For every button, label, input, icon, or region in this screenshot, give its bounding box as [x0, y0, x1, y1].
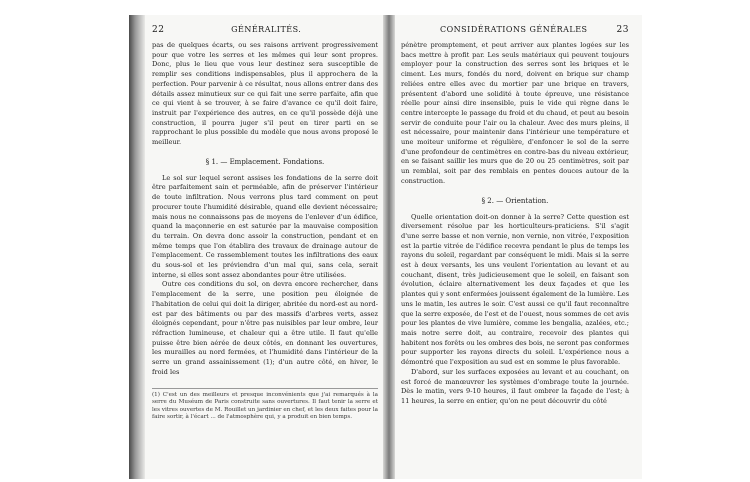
- right-section-title: § 2. — Orientation.: [481, 196, 549, 205]
- left-section-title: § 1. — Emplacement. Fondations.: [205, 157, 325, 166]
- left-page-header: [152, 25, 378, 35]
- left-page: [152, 25, 378, 422]
- right-paragraph-2: Quelle orientation doit-on donner à la serre? Cette question est diversement résolue par les horticulteurs-praticiens. S'il s'agit d'une serre basse et non vernie, non vernie, non vitrée, l'exposition est la partie vitrée de l'édifice recevra pendant le plus de temps les rayons du soleil, regardant par conséquent le midi. Mais si la serre est à deux versants, les uns veulent l'orientation au levant et au couchant, disent, très judicieusement que le soleil, en faisant son évolution, éclaire alternativement les deux façades et que les plantes qui y sont enfermées jouissent également de la lumière. Les uns le matin, les autres le soir. C'est aussi ce qu'il faut reconnaître que la serre exposée, de l'est et de l'ouest, nous sommes de cet avis pour les plantes de vive lumière, comme les bengalia, azalées, etc.; mais notre serre doit, au contraire, recevoir des plantes qui habitent nos forêts ou les ombres des bois, ne seront pas conformes pour supporter les rayons directs du soleil. L'expérience nous a démontré que l'exposition au sud est en somme le plus favorable.: [401, 212, 629, 367]
- left-paragraph-1: pas de quelques écarts, ou ses raisons arrivent progressivement pour que votre les serres et les mêmes qui leur sont propres. Donc, plus le lieu que vous leur destinez sera susceptible de remplir ses conditions indispensables, plus il approchera de la perfection. Pour parvenir à ce résultat, nous allons entrer dans des détails assez minutieux sur ce qui fait une serre parfaite, afin que ce qui vient à se trouver, à se faire d'avance ce qu'il doit faire, instruit par l'expérience des autres, en ce qu'il possède déjà une construction, il pourra juger s'il peut en tirer parti en se rapprochant le plus possible du modèle que nous avons proposé le meilleur.: [152, 41, 378, 147]
- right-page-number: 23: [616, 25, 629, 35]
- scan-edge-shadow: [129, 15, 145, 479]
- left-paragraph-3: Outre ces conditions du sol, on devra encore rechercher, dans l'emplacement de la serre, une position peu éloignée de l'habitation de celui qui doit la diriger, abritée du nord-est au nord-est par des bâtiments ou par des massifs d'arbres verts, assez éloignés cependant, pour n'être pas nuisibles par leur ombre, leur réfraction lumineuse, et chaleur qui a être utile. Il faut qu'elle puisse être bien aérée de deux côtés, en donnant les ouvertures, les murailles au nord fermées, et l'humidité dans l'intérieur de la serre un grand assainissement (1); d'un autre côté, en hiver, le froid les: [152, 280, 378, 376]
- book-gutter: [383, 15, 395, 479]
- right-paragraph-1: pénètre promptement, et peut arriver aux plantes logées sur les bacs mettre à profit par. Les seuls matériaux qui peuvent toujours employer pour la construction des serres sont les briques et le ciment. Les murs, fondés du nord, doivent en brique sur champ reliées entre elles avec du mortier par une brique en travers, présentent d'abord une solidité à toute épreuve, une résistance réelle pour ainsi dire insensible, puis le vide qui règne dans le centre intercepte le passage du froid et du chaud, et peut au besoin servir de conduite pour l'air ou la chaleur. Avec des murs pleins, il est nécessaire, pour maintenir dans l'intérieur une température et une moiteur uniforme et régulière, d'enfoncer le sol de la serre d'une profondeur de centimètres en contre-bas du niveau extérieur, en se faisant saillir les murs que de 20 ou 25 centimètres, soit par un remblai, soit par des remblais en pentes douces autour de la construction.: [401, 41, 629, 185]
- left-footnote: (1) C'est un des meilleurs et presque inconvénients que j'ai remarqués à la serre du Muséum de Paris construite sans ouvertures. Il faut tenir la serre et les vitres ouvertes de M. Rouillet un jardinier en chef, et les deux faites pour la faire sortir, à l'écart ... de l'atmosphère qui, y a produit en bien temps.: [152, 388, 378, 422]
- right-paragraph-3: D'abord, sur les surfaces exposées au levant et au couchant, on est forcé de manœuvrer les systèmes d'ombrage toute la journée. Dès le matin, vers 9-10 heures, il faut ombrer la façade de l'est; à 11 heures, la serre en entier, qu'on ne peut découvrir du côté: [401, 367, 629, 405]
- left-page-number: 22: [152, 25, 165, 35]
- right-page-header: [401, 25, 629, 35]
- right-page: [401, 25, 629, 407]
- right-running-head: CONSIDÉRATIONS GÉNÉRALES: [440, 25, 588, 34]
- left-running-head: GÉNÉRALITÉS.: [231, 25, 302, 34]
- left-paragraph-2: Le sol sur lequel seront assises les fondations de la serre doit être parfaitement sain et perméable, afin de préserver l'intérieur de toute infiltration. Nous verrons plus tard comment on peut procurer toute l'humidité désirable, quand elle devient nécessaire; mais nous ne connaissons pas de moyens de l'enlever d'un édifice, quand la maçonnerie en est saturée par la mauvaise composition du terrain. On devra donc assoir la construction, pendant et en même temps que l'on établira des travaux de drainage autour de l'emplacement. Ce rassemblement toutes les infiltrations des eaux du sous-sol et les préviendra d'un mal qui, sans cela, serait interne, si elles sont assez abondantes pour être utilisées.: [152, 173, 378, 279]
